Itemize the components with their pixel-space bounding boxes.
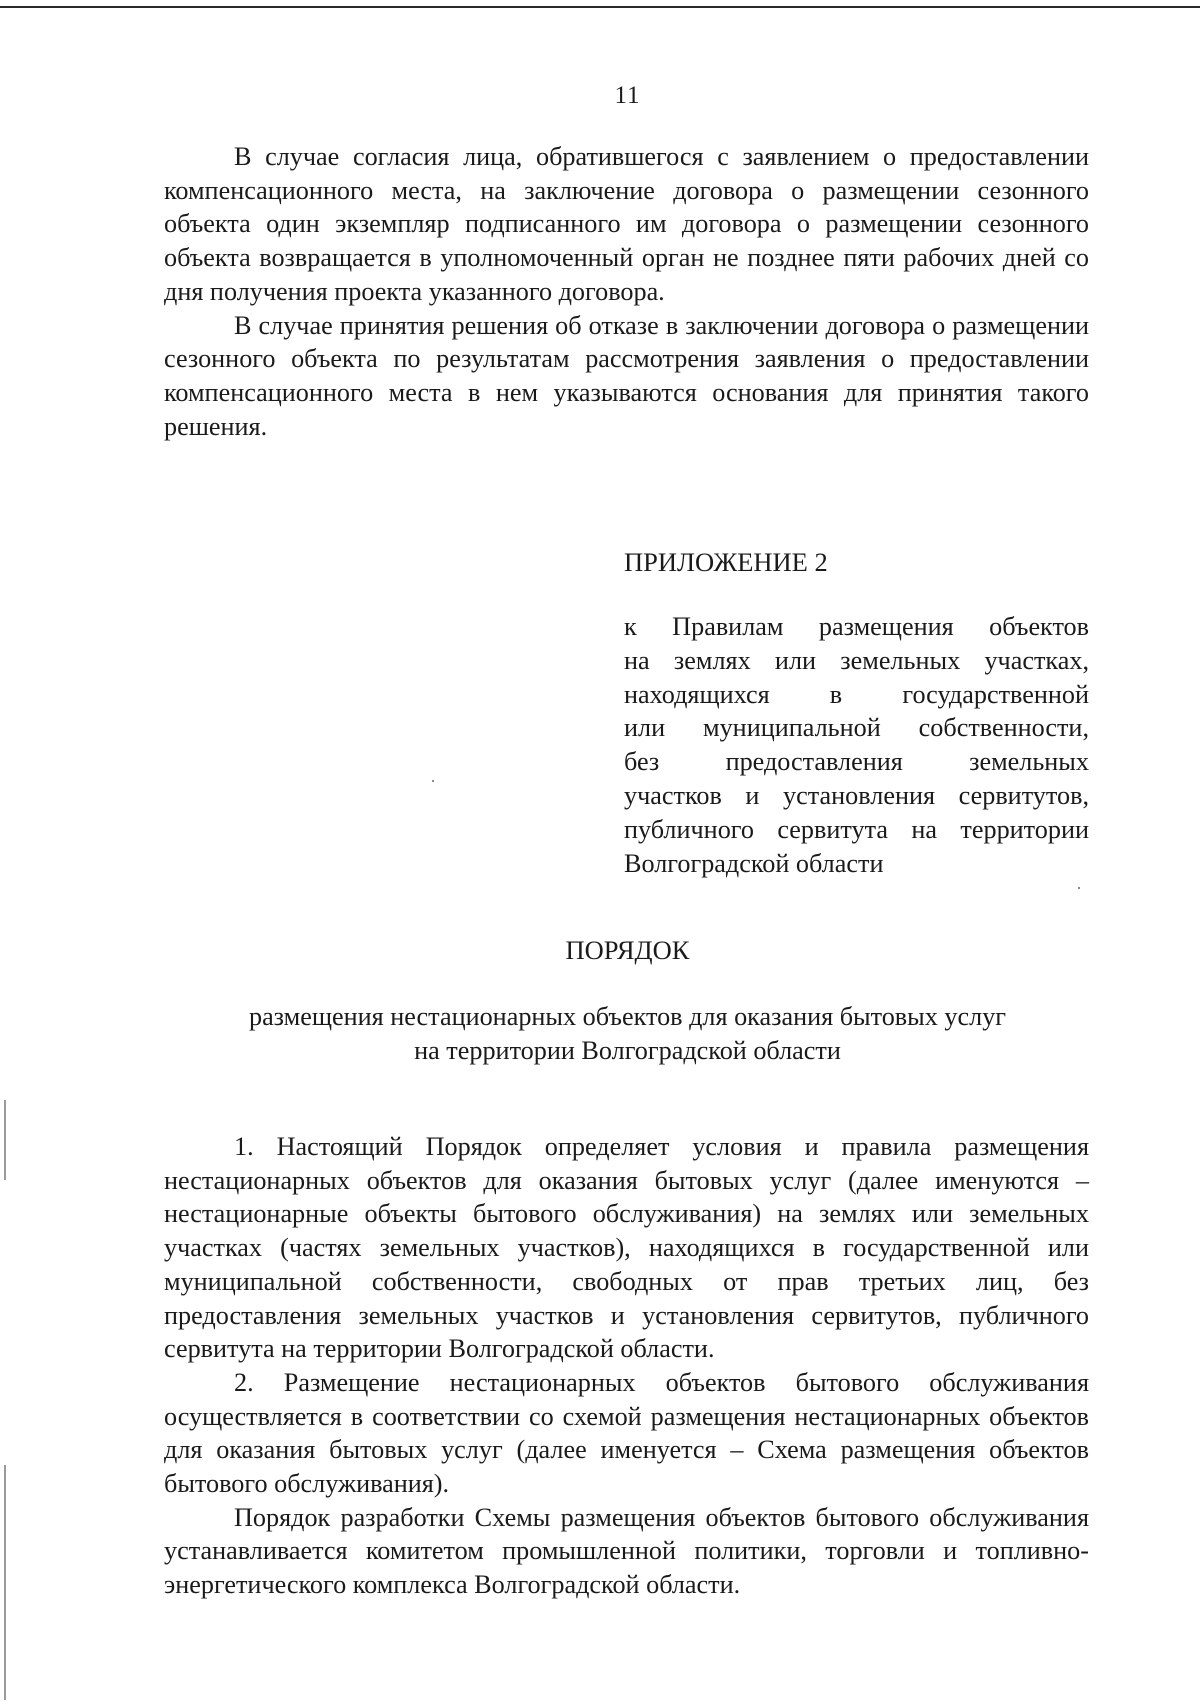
appendix-reference-line: публичного сервитута на территории bbox=[624, 814, 1089, 844]
bottom-text-block bbox=[164, 1130, 1089, 1602]
appendix-reference-line: участков и установления сервитутов, bbox=[624, 780, 1089, 810]
appendix-reference-line: без предоставления земельных bbox=[624, 747, 1089, 777]
scan-speck bbox=[432, 780, 434, 782]
top-text-block bbox=[164, 140, 1089, 443]
appendix-reference-line: к Правилам размещения объектов bbox=[624, 612, 1089, 641]
paragraph: В случае принятия решения об отказе в заключении договора о размещении сезонного объекта по результатам рассмотрения заявления о предоставлении компенсационного места в нем указываются основания для принятия такого решения. bbox=[164, 310, 1089, 441]
paragraph: Порядок разработки Схемы размещения объектов бытового обслуживания устанавливается комитетом промышленной политики, торговли и топливно-энергетического комплекса Волгоградской области. bbox=[164, 1502, 1089, 1600]
appendix-reference-line: на землях или земельных участках, bbox=[624, 645, 1089, 675]
appendix-reference-line: находящихся в государственной bbox=[624, 679, 1089, 709]
paragraph: 2. Размещение нестационарных объектов бытового обслуживания осуществляется в соответствии со схемой размещения нестационарных объектов для оказания бытовых услуг (далее именуется – Схема размещения объектов бытового обслуживания). bbox=[164, 1367, 1089, 1499]
appendix-title: ПРИЛОЖЕНИЕ 2 bbox=[624, 547, 828, 577]
document-subtitle bbox=[0, 1000, 1200, 1068]
page-number: 11 bbox=[614, 82, 641, 109]
document-subtitle-line: на территории Волгоградской области bbox=[414, 1035, 841, 1065]
paragraph: 1. Настоящий Порядок определяет условия и правила размещения нестационарных объектов для оказания бытовых услуг (далее именуются – нестационарные объекты бытового обслуживания) на землях или земельных участках (частях земельных участков), находящихся в государственной или муниципальной собственности, свободных от прав третьих лиц, без предоставления земельных участков и установления сервитутов, публичного сервитута на территории Волгоградской области. bbox=[164, 1132, 1089, 1364]
paragraph: В случае согласия лица, обратившегося с заявлением о предоставлении компенсационного места, на заключение договора о размещении сезонного объекта один экземпляр подписанного им договора о размещении сезонного объекта возвращается в уполномоченный орган не позднее пяти рабочих дней со дня получения проекта указанного договора. bbox=[164, 142, 1089, 306]
appendix-reference-line: Волгоградской области bbox=[624, 848, 884, 878]
scan-speck bbox=[1078, 887, 1080, 889]
document-subtitle-line: размещения нестационарных объектов для оказания бытовых услуг bbox=[248, 1002, 1007, 1031]
document-title: ПОРЯДОК bbox=[565, 935, 690, 965]
appendix-reference bbox=[624, 610, 1089, 880]
top-border-line bbox=[0, 6, 1200, 8]
scan-edge-mark bbox=[4, 1100, 6, 1180]
appendix-reference-line: или муниципальной собственности, bbox=[624, 713, 1089, 743]
scan-edge-mark bbox=[4, 1465, 6, 1700]
